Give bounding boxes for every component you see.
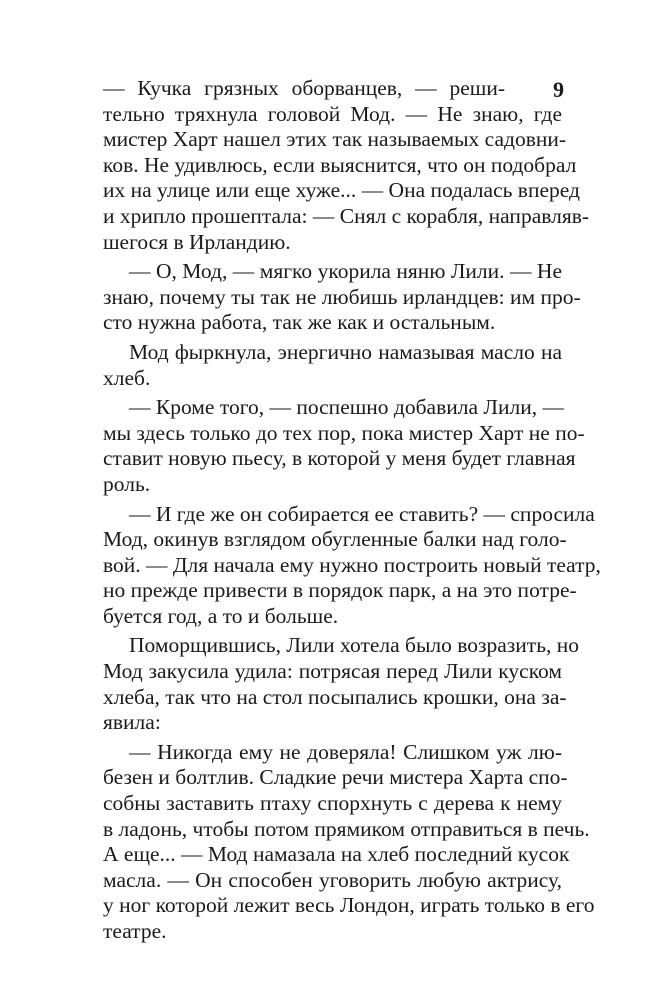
text-line: явила: (103, 710, 161, 735)
text-line: — Кучка грязных оборванцев, — реши- (103, 76, 505, 100)
text-line: но прежде привести в порядок парк, а на это потре- (103, 578, 577, 603)
text-line: хлеба, так что на стол посыпались крошки, она за- (103, 684, 567, 709)
paragraph-2 (103, 259, 581, 336)
text-line: — Никогда ему не доверяла! Слишком уж лю- (129, 739, 562, 764)
text-line: хлеб. (103, 365, 151, 390)
text-line: буется год, а то и больше. (103, 603, 339, 628)
text-line: ков. Не удивлюсь, если выяснится, что он подобрал (103, 152, 577, 177)
text-line: в ладонь, чтобы потом прямиком отправиться в печь. (103, 816, 590, 841)
text-line: — О, Мод, — мягко укорила няню Лили. — Не (129, 259, 562, 284)
text-line: Поморщившись, Лили хотела было возразить, но (129, 633, 580, 658)
text-line: — Кроме того, — поспешно добавила Лили, — (129, 395, 564, 420)
page-body (103, 76, 601, 945)
text-line: сто нужна работа, так же как и остальным. (103, 310, 496, 335)
text-line: — И где же он собирается ее ставить? — спросила (129, 501, 595, 526)
paragraph-7 (103, 739, 595, 945)
text-line: Мод фыркнула, энергично намазывая масло на (129, 339, 562, 364)
text-line: безен и болтлив. Сладкие речи мистера Харта спо- (103, 765, 568, 790)
text-line: и хрипло прошептала: — Снял с корабля, направляв- (103, 203, 590, 228)
paragraph-1 (103, 76, 590, 255)
text-line: масла. — Он способен уговорить любую актрису, (103, 867, 562, 892)
text-line: ставит новую пьесу, в которой у меня будет главная (103, 446, 576, 471)
text-line: мы здесь только до тех пор, пока мистер Харт не по- (103, 420, 585, 445)
text-line: у ног которой лежит весь Лондон, играть только в его (103, 893, 595, 918)
text-line: мистер Харт нашел этих так называемых садовни- (103, 127, 567, 152)
text-line: Мод, окинув взглядом обугленные балки над голо- (103, 527, 567, 552)
text-line: знаю, почему ты так не любишь ирландцев: им про- (103, 284, 581, 309)
text-line: их на улице или еще хуже... — Она подалась вперед (103, 178, 580, 203)
paragraph-6 (103, 633, 580, 735)
page-number: 9 (553, 77, 564, 102)
text-line: тельно тряхнула головой Мод. — Не знаю, где (103, 101, 562, 126)
paragraph-4 (103, 395, 585, 497)
text-line: собны заставить птаху спорхнуть с дерева к нему (103, 791, 562, 816)
text-line: А еще... — Мод намазала на хлеб последний кусок (103, 842, 570, 867)
text-line: Мод закусила удила: потрясая перед Лили куском (103, 659, 562, 684)
paragraph-5 (103, 501, 601, 630)
text-line: шегося в Ирландию. (103, 229, 291, 254)
text-line: роль. (103, 471, 151, 496)
text-line: вой. — Для начала ему нужно построить новый театр, (103, 552, 601, 577)
paragraph-3 (103, 340, 562, 391)
text-line: театре. (103, 919, 167, 943)
